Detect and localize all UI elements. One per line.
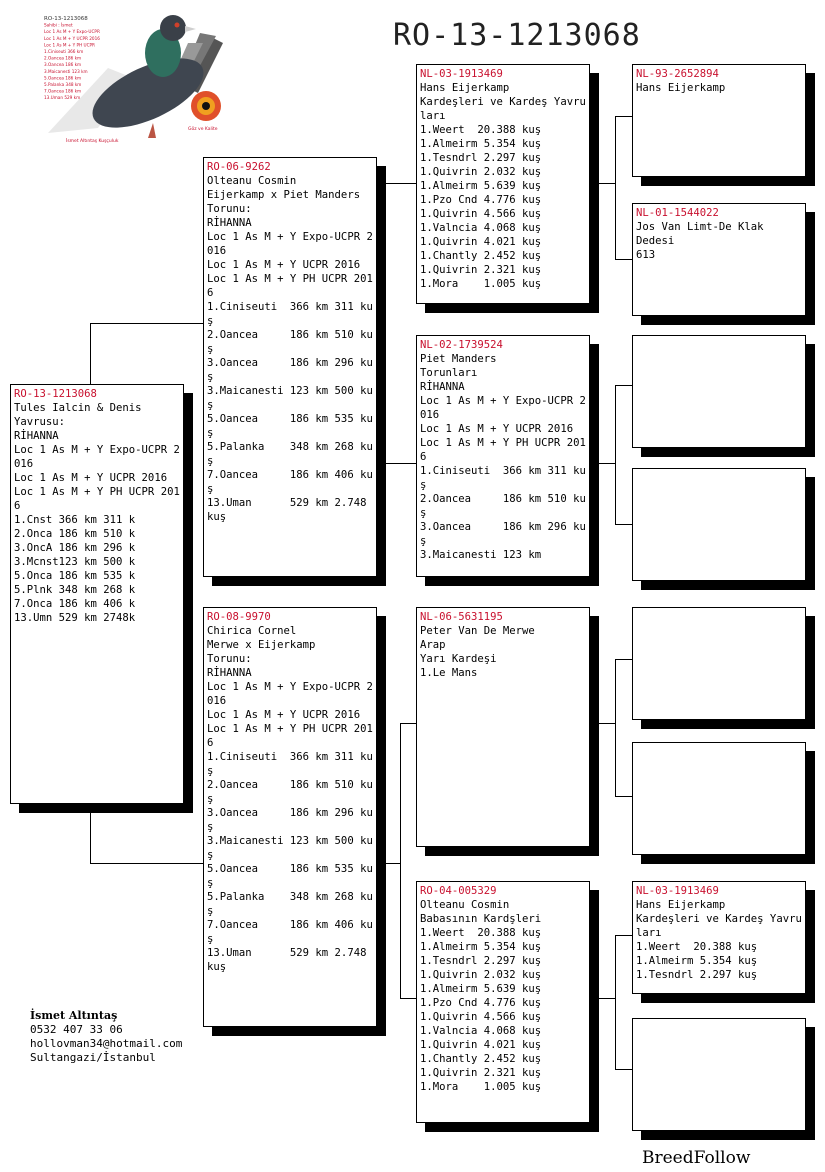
pigeon-info-line: 1.Tesndrl 2.297 kuş: [420, 955, 542, 967]
pigeon-card-sire-sire[interactable]: [416, 64, 590, 304]
pigeon-info-line: 1.Quivrin 2.032 kuş: [420, 166, 542, 178]
logo-text-line: 3.Maicanesti 123 km: [44, 68, 88, 74]
pigeon-card-sire-dam[interactable]: [416, 335, 590, 577]
pigeon-info-line: Kardeşleri ve Kardeş Yavruları: [636, 913, 802, 939]
pigeon-info-line: Hans Eijerkamp: [636, 82, 726, 94]
pigeon-info-line: 5.Onca 186 km 535 k: [14, 570, 136, 582]
pigeon-info-line: Kardeşleri ve Kardeş Yavruları: [420, 96, 586, 122]
pigeon-info-line: 1.Almeirm 5.354 kuş: [636, 955, 758, 967]
pigeon-info-line: 1.Weert 20.388 kuş: [420, 124, 542, 136]
pigeon-info-line: Loc 1 As M + Y UCPR 2016: [420, 423, 574, 435]
pigeon-info-line: Eijerkamp x Piet Manders: [207, 189, 361, 201]
pigeon-info-line: 613: [636, 249, 656, 261]
pigeon-info-line: 1.Chantly 2.452 kuş: [420, 1053, 542, 1065]
pigeon-info-line: Yarı Kardeşi: [420, 653, 497, 665]
pigeon-info-line: Piet Manders: [420, 353, 497, 365]
pigeon-info-line: Tules Ialcin & Denis: [14, 402, 142, 414]
logo-caption-left: İsmet Altıntaş Kuşçuluk: [66, 139, 119, 144]
pigeon-info-line: 1.Weert 20.388 kuş: [420, 927, 542, 939]
pigeon-info-line: Hans Eijerkamp: [420, 82, 510, 94]
pigeon-info-line: Dedesi: [636, 235, 675, 247]
pigeon-info-line: Peter Van De Merwe: [420, 625, 535, 637]
pigeon-info-line: RİHANNA: [207, 667, 252, 679]
pigeon-info-line: Yavrusu:: [14, 416, 66, 428]
logo-text-line: Loc 1 As M + Y UCPR 2016: [44, 35, 100, 41]
pigeon-card-sire[interactable]: [203, 157, 377, 577]
pigeon-info-line: 1.Quivrin 2.321 kuş: [420, 264, 542, 276]
pigeon-info-line: Torunları: [420, 367, 478, 379]
pigeon-info-line: 1.Almeirm 5.354 kuş: [420, 941, 542, 953]
pigeon-info-line: 3.Maicanesti 123 km: [420, 549, 542, 561]
ring-number: NL-02-1739524: [420, 339, 503, 351]
pigeon-info-line: 3.Oancea 186 km 296 kuş: [420, 521, 586, 547]
pigeon-info-line: 1.Quivrin 4.566 kuş: [420, 1011, 542, 1023]
pigeon-card-root[interactable]: [10, 384, 184, 804]
pigeon-info-line: 3.Mcnst123 km 500 k: [14, 556, 136, 568]
pigeon-info-line: 1.Tesndrl 2.297 kuş: [636, 969, 758, 981]
pigeon-info-line: Babasının Kardşleri: [420, 913, 542, 925]
pigeon-info-line: Loc 1 As M + Y PH UCPR 2016: [420, 437, 586, 463]
pigeon-info-line: 13.Uman 529 km 2.748 kuş: [207, 497, 373, 523]
owner-phone: 0532 407 33 06: [30, 1023, 123, 1036]
pigeon-info-line: 1.Quivrin 4.021 kuş: [420, 1039, 542, 1051]
pigeon-info-line: 1.Quivrin 4.566 kuş: [420, 208, 542, 220]
pigeon-card-sire-sire-sire[interactable]: [632, 64, 806, 177]
pigeon-info-line: 1.Quivrin 2.032 kuş: [420, 969, 542, 981]
pigeon-info-line: 2.Oancea 186 km 510 kuş: [207, 779, 373, 805]
logo-caption-right: Göz ve Kalite: [188, 127, 218, 132]
pigeon-info-line: 1.Ciniseuti 366 km 311 kuş: [207, 301, 373, 327]
logo-text-line: 2.Oancea 186 km: [44, 55, 82, 61]
logo-text-line: 13.Uman 529 km: [44, 95, 81, 101]
logo-text-line: 7.Oancea 186 km: [44, 88, 82, 94]
pigeon-info-line: 5.Oancea 186 km 535 kuş: [207, 413, 373, 439]
pigeon-info-line: 1.Pzo Cnd 4.776 kuş: [420, 997, 542, 1009]
pigeon-info-line: 2.Oancea 186 km 510 kuş: [207, 329, 373, 355]
pigeon-card-dam-sire-dam[interactable]: [632, 742, 806, 855]
logo-text-line: 5.Oancea 186 km: [44, 75, 82, 81]
pigeon-info-line: Jos Van Limt-De Klak: [636, 221, 764, 233]
pigeon-card-dam[interactable]: [203, 607, 377, 1027]
pigeon-card-sire-sire-dam[interactable]: [632, 203, 806, 316]
ring-number: NL-01-1544022: [636, 207, 719, 219]
pigeon-info-line: Loc 1 As M + Y PH UCPR 2016: [207, 273, 373, 299]
pigeon-info-line: Chirica Cornel: [207, 625, 297, 637]
pigeon-info-line: 2.Oancea 186 km 510 kuş: [420, 493, 586, 519]
pigeon-card-sire-dam-sire[interactable]: [632, 335, 806, 448]
pigeon-info-line: 1.Mora 1.005 kuş: [420, 278, 542, 290]
pigeon-card-dam-dam[interactable]: [416, 881, 590, 1123]
pigeon-info-line: Loc 1 As M + Y Expo-UCPR 2016: [420, 395, 586, 421]
pigeon-info-line: 3.Oancea 186 km 296 kuş: [207, 807, 373, 833]
ring-number: RO-08-9970: [207, 611, 271, 623]
ring-number: RO-13-1213068: [14, 388, 97, 400]
pigeon-info-line: Loc 1 As M + Y UCPR 2016: [14, 472, 168, 484]
pigeon-info-line: 1.Valncia 4.068 kuş: [420, 222, 542, 234]
pigeon-info-line: RİHANNA: [14, 430, 59, 442]
pigeon-info-line: 1.Cnst 366 km 311 k: [14, 514, 136, 526]
pigeon-card-dam-sire[interactable]: [416, 607, 590, 847]
pigeon-info-line: Torunu:: [207, 203, 252, 215]
pigeon-info-line: Olteanu Cosmin: [420, 899, 510, 911]
logo-text-line: Sahibi : İsmet: [44, 22, 73, 28]
pigeon-info-line: RİHANNA: [207, 217, 252, 229]
pigeon-info-line: 1.Tesndrl 2.297 kuş: [420, 152, 542, 164]
pigeon-info-line: 13.Umn 529 km 2748k: [14, 612, 136, 624]
owner-location: Sultangazi/İstanbul: [30, 1051, 156, 1064]
owner-name: İsmet Altıntaş: [30, 1009, 118, 1022]
pigeon-info-line: 2.Onca 186 km 510 k: [14, 528, 136, 540]
pigeon-info-line: Loc 1 As M + Y UCPR 2016: [207, 709, 361, 721]
pigeon-info-line: 3.Maicanesti 123 km 500 kuş: [207, 835, 373, 861]
logo-text-line: 5.Palanka 348 km: [44, 82, 82, 87]
pigeon-info-line: Loc 1 As M + Y PH UCPR 2016: [207, 723, 373, 749]
pigeon-info-line: Olteanu Cosmin: [207, 175, 297, 187]
ring-number: NL-03-1913469: [420, 68, 503, 80]
owner-email[interactable]: hollovman34@hotmail.com: [30, 1037, 183, 1050]
pigeon-card-dam-dam-sire[interactable]: [632, 881, 806, 994]
pigeon-info-line: Loc 1 As M + Y PH UCPR 2016: [14, 486, 180, 512]
pigeon-info-line: 5.Plnk 348 km 268 k: [14, 584, 136, 596]
ring-number: NL-93-2652894: [636, 68, 719, 80]
logo-text-line: Loc 1 As M + Y Expo-UCPR: [44, 29, 100, 35]
pigeon-info-line: Merwe x Eijerkamp: [207, 639, 316, 651]
pigeon-info-line: 7.Onca 186 km 406 k: [14, 598, 136, 610]
pigeon-info-line: 5.Palanka 348 km 268 kuş: [207, 441, 373, 467]
ring-number: NL-03-1913469: [636, 885, 719, 897]
pigeon-info-line: 1.Ciniseuti 366 km 311 kuş: [420, 465, 586, 491]
pigeon-info-line: Hans Eijerkamp: [636, 899, 726, 911]
pedigree-title: RO-13-1213068: [393, 18, 641, 53]
pigeon-info-line: 1.Almeirm 5.639 kuş: [420, 180, 542, 192]
brand-logo: BreedFollow: [642, 1148, 751, 1168]
pigeon-info-line: 5.Oancea 186 km 535 kuş: [207, 863, 373, 889]
logo-text-line: Loc 1 As M + Y PH UCPR: [44, 42, 95, 48]
pigeon-info-line: 7.Oancea 186 km 406 kuş: [207, 469, 373, 495]
ring-number: RO-06-9262: [207, 161, 271, 173]
pigeon-logo: [38, 8, 238, 148]
pigeon-info-line: Loc 1 As M + Y Expo-UCPR 2016: [207, 231, 373, 257]
pigeon-info-line: 1.Mora 1.005 kuş: [420, 1081, 542, 1093]
pigeon-card-sire-dam-dam[interactable]: [632, 468, 806, 581]
pigeon-info-line: 3.OncA 186 km 296 k: [14, 542, 136, 554]
pigeon-info-line: 1.Quivrin 2.321 kuş: [420, 1067, 542, 1079]
pigeon-info-line: 1.Pzo Cnd 4.776 kuş: [420, 194, 542, 206]
ring-number: NL-06-5631195: [420, 611, 503, 623]
pigeon-info-line: 1.Quivrin 4.021 kuş: [420, 236, 542, 248]
pigeon-info-line: 3.Oancea 186 km 296 kuş: [207, 357, 373, 383]
owner-info: [30, 1009, 182, 1065]
logo-text-line: 1.Ciniseuti 366 km: [44, 49, 84, 54]
pigeon-info-line: Loc 1 As M + Y Expo-UCPR 2016: [14, 444, 180, 470]
pigeon-info-line: 7.Oancea 186 km 406 kuş: [207, 919, 373, 945]
pigeon-card-dam-sire-sire[interactable]: [632, 607, 806, 720]
pigeon-info-line: Loc 1 As M + Y UCPR 2016: [207, 259, 361, 271]
pigeon-info-line: 1.Chantly 2.452 kuş: [420, 250, 542, 262]
pigeon-info-line: 1.Almeirm 5.354 kuş: [420, 138, 542, 150]
pigeon-card-dam-dam-dam[interactable]: [632, 1018, 806, 1131]
pigeon-info-line: 1.Valncia 4.068 kuş: [420, 1025, 542, 1037]
pigeon-info-line: 13.Uman 529 km 2.748 kuş: [207, 947, 373, 973]
pigeon-info-line: Arap: [420, 639, 446, 651]
ring-number: RO-04-005329: [420, 885, 497, 897]
pigeon-info-line: Torunu:: [207, 653, 252, 665]
pigeon-info-line: 5.Palanka 348 km 268 kuş: [207, 891, 373, 917]
pigeon-info-line: 3.Maicanesti 123 km 500 kuş: [207, 385, 373, 411]
pigeon-info-line: RİHANNA: [420, 381, 465, 393]
pigeon-info-line: 1.Le Mans: [420, 667, 478, 679]
pigeon-info-line: 1.Almeirm 5.639 kuş: [420, 983, 542, 995]
pigeon-info-line: 1.Ciniseuti 366 km 311 kuş: [207, 751, 373, 777]
pigeon-info-line: Loc 1 As M + Y Expo-UCPR 2016: [207, 681, 373, 707]
logo-text-line: 3.Oancea 186 km: [44, 62, 82, 68]
pigeon-info-line: 1.Weert 20.388 kuş: [636, 941, 758, 953]
logo-text-line: RO-13-1213068: [44, 16, 88, 22]
